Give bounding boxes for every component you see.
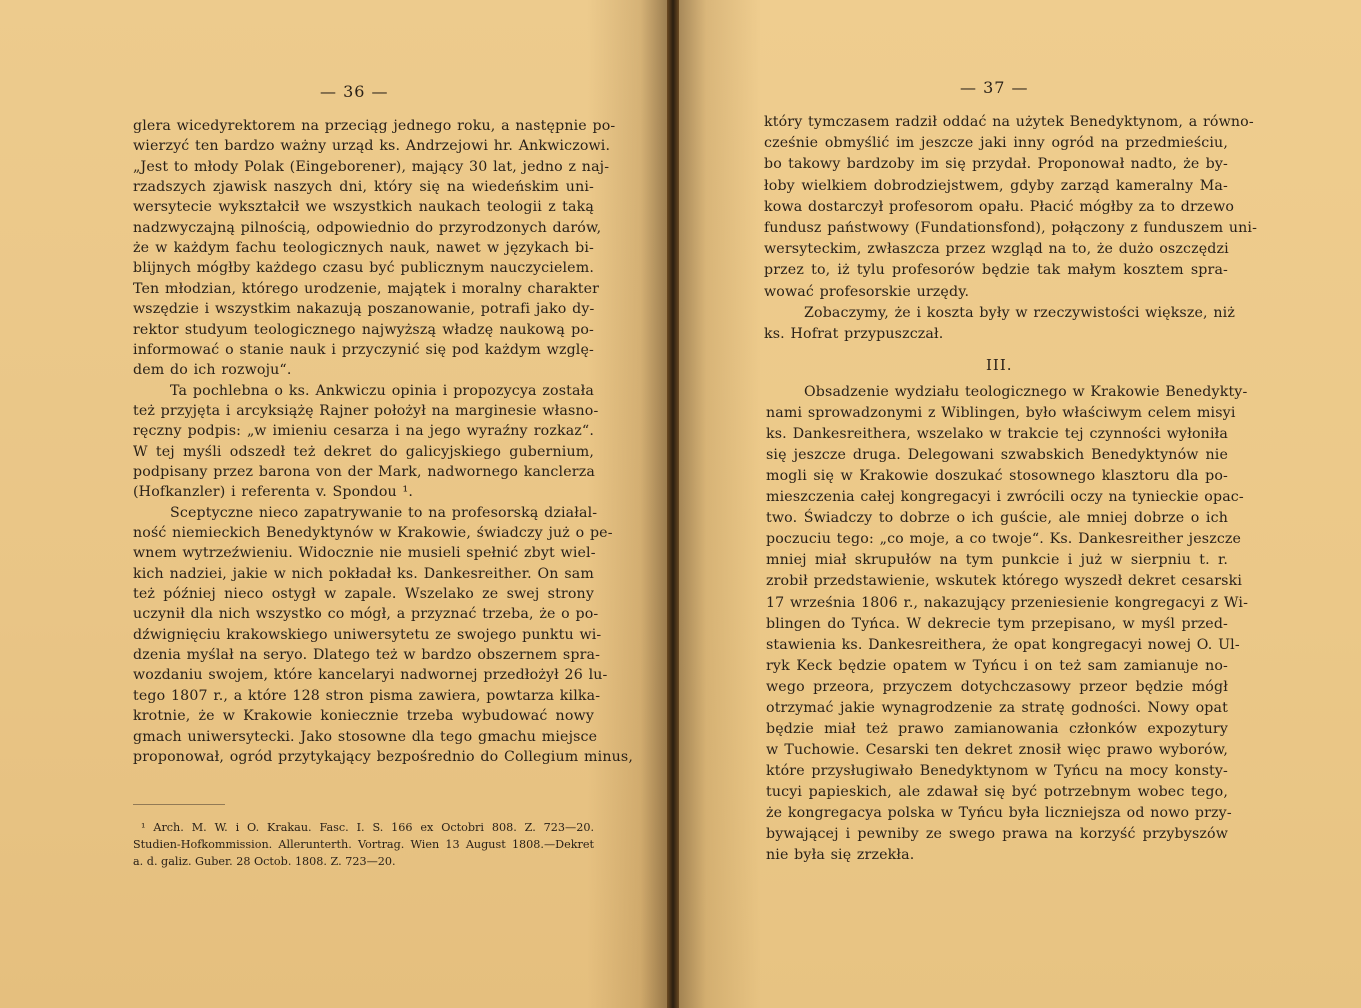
text-line: przez to, iż tylu profesorów będzie tak małym kosztem spra- — [764, 262, 1228, 279]
text-line: two. Świadczy to dobrze o ich guście, ale mniej dobrze o ich — [766, 510, 1228, 527]
text-line: stawienia ks. Dankesreithera, że opat kongregacyi nowej O. Ul- — [766, 636, 1240, 653]
text-line: że kongregacya polska w Tyńcu była liczniejsza od nowo przy- — [766, 805, 1232, 821]
text-line: nadzwyczajną pilnością, odpowiednio do przyrodzonych darów, — [133, 219, 602, 236]
text-line: się jeszcze druga. Delegowani szwabskich Benedyktynów nie — [766, 447, 1228, 464]
text-line: które przysługiwało Benedyktynom w Tyńcu na mocy konsty- — [766, 762, 1228, 779]
text-line: cześnie obmyślić im jeszcze jaki inny ogród na przedmieściu, — [764, 135, 1228, 152]
page-number: — 37 — — [960, 78, 1029, 97]
text-line: krotnie, że w Krakowie koniecznie trzeba wybudować nowy — [133, 708, 594, 725]
text-line: Zobaczymy, że i koszta były w rzeczywistości większe, niż — [804, 304, 1235, 321]
text-line: uczynił dla nich wszystko co mógł, a przyznać trzeba, że o po- — [133, 606, 599, 623]
text-line: W tej myśli odszedł też dekret do galicyjskiego gubernium, — [133, 443, 594, 460]
text-line: Ten młodzian, którego urodzenie, majątek i moralny charakter — [133, 280, 600, 297]
text-line: podpisany przez barona von der Mark, nadwornego kanclerza — [133, 463, 595, 480]
footnote-line: a. d. galiz. Guber. 28 Octob. 1808. Z. 723—20. — [133, 855, 396, 868]
text-line: dem do ich rozwoju“. — [133, 362, 292, 379]
text-line: wnem wytrzeźwieniu. Widocznie nie musieli spełnić zbyt wiel- — [133, 545, 596, 562]
text-line: wersytecie wykształcił we wszystkich naukach teologii z taką — [133, 199, 594, 216]
section-heading: III. — [986, 356, 1013, 374]
text-line: bo takowy bardzoby im się przydał. Proponował nadto, że by- — [764, 156, 1228, 173]
text-line: tucyi papieskich, ale zdawał się być potrzebnym wobec tego, — [766, 783, 1228, 800]
text-line: tego 1807 r., a które 128 stron pisma zawiera, powtarza kilka- — [133, 687, 601, 704]
footnote-rule — [133, 804, 225, 805]
text-line: kich nadziei, jakie w nich pokładał ks. Dankesreither. On sam — [133, 565, 594, 582]
text-line: wszędzie i wszystkim nakazują poszanowanie, potrafi jako dy- — [133, 301, 595, 318]
text-line: wersyteckim, zwłaszcza przez wzgląd na to, że dużo oszczędzi — [764, 241, 1229, 258]
text-line: ks. Dankesreithera, wszelako w trakcie tej czynności wyłoniła — [766, 426, 1228, 443]
text-line: ręczny podpis: „w imieniu cesarza i na jego wyraźny rozkaz“. — [133, 423, 594, 440]
text-line: kowa dostarczył profesorom opału. Płacić mógłby za to drzewo — [764, 198, 1235, 215]
text-line: że w każdym fachu teologicznych nauk, nawet w językach bi- — [133, 240, 594, 257]
text-line: ność niemieckich Benedyktynów w Krakowie, świadczy już o pe- — [133, 525, 613, 541]
text-line: bywającej i pewniby ze swego prawa na korzyść przybyszów — [766, 826, 1228, 843]
text-line: rzadszych zjawisk naszych dni, który się na wiedeńskim uni- — [133, 179, 594, 196]
text-line: 17 września 1806 r., nakazujący przeniesienie kongregacyi z Wi- — [766, 594, 1249, 611]
text-line: blingen do Tyńca. W dekrecie tym przepisano, w myśl przed- — [766, 615, 1228, 632]
text-line: mogli się w Krakowie doszukać stosownego klasztoru dla po- — [766, 468, 1228, 485]
text-line: gmach uniwersytecki. Jako stosowne dla tego gmachu miejsce — [133, 728, 598, 745]
text-line: wego przeora, przyczem dotychczasowy przeor będzie mógł — [766, 678, 1228, 695]
left-page — [0, 0, 667, 1008]
text-line: Ta pochlebna o ks. Ankwiczu opinia i propozycya została — [170, 382, 594, 399]
text-line: wozdaniu swojem, które kancelaryi nadwornej przedłożył 26 lu- — [133, 667, 608, 684]
text-line: otrzymać jakie wynagrodzenie za stratę godności. Nowy opat — [766, 699, 1228, 716]
footnote-line: Studien-Hofkommission. Allerunterth. Vortrag. Wien 13 August 1808.—Dekret — [133, 838, 594, 851]
text-line: fundusz państwowy (Fundationsfond), połączony z funduszem uni- — [764, 220, 1258, 236]
text-line: rektor studyum teologicznego najwyższą władzę naukową po- — [133, 321, 594, 338]
text-line: (Hofkanzler) i referenta v. Spondou ¹. — [133, 484, 413, 501]
text-line: mniej miał skrupułów na tym punkcie i już w sierpniu t. r. — [766, 552, 1228, 569]
text-line: ks. Hofrat przypuszczał. — [764, 326, 944, 342]
book-gutter — [667, 0, 679, 1008]
footnote-line: ¹ Arch. M. W. i O. Krakau. Fasc. I. S. 166 ex Octobri 808. Z. 723—20. — [141, 821, 594, 834]
text-line: łoby wielkiem dobrodziejstwem, gdyby zarząd kameralny Ma- — [764, 177, 1228, 194]
text-line: będzie miał też prawo zamianowania członków expozytury — [766, 720, 1228, 737]
text-line: nami sprowadzonymi z Wiblingen, było właściwym celem misyi — [766, 405, 1236, 422]
text-line: proponował, ogród przytykający bezpośrednio do Collegium minus, — [133, 748, 633, 765]
text-line: dzenia myślał na seryo. Dlatego też w bardzo obszernem spra- — [133, 647, 601, 664]
text-line: blijnych mógłby każdego czasu być publicznym nauczycielem. — [133, 260, 594, 277]
text-line: poczuciu tego: „co moje, a co twoje“. Ks. Dankesreither jeszcze — [766, 531, 1242, 548]
text-line: dźwignięciu krakowskiego uniwersytetu ze swojego punktu wi- — [133, 626, 602, 643]
text-line: też później nieco ostygł w zapale. Wszelako ze swej strony — [133, 586, 594, 603]
text-line: który tymczasem radził oddać na użytek Benedyktynom, a równo- — [764, 114, 1254, 130]
text-line: wować profesorskie urzędy. — [764, 283, 970, 300]
text-line: w Tuchowie. Cesarski ten dekret znosił więc prawo wyborów, — [766, 741, 1228, 758]
text-line: Sceptyczne nieco zapatrywanie to na profesorską działal- — [170, 504, 598, 521]
right-page — [679, 0, 1361, 1008]
text-line: „Jest to młody Polak (Eingeborener), mający 30 lat, jedno z naj- — [133, 158, 610, 175]
text-line: informować o stanie nauk i przyczynić się pod każdym wzglę- — [133, 341, 594, 358]
text-line: nie była się zrzekła. — [766, 847, 915, 864]
text-line: też przyjęta i arcyksiążę Rajner położył na marginesie własno- — [133, 402, 599, 419]
text-line: glera wicedyrektorem na przeciąg jednego roku, a następnie po- — [133, 118, 616, 134]
page-number: — 36 — — [320, 82, 389, 101]
text-line: wierzyć ten bardzo ważny urząd ks. Andrzejowi hr. Ankwiczowi. — [133, 138, 611, 155]
text-line: ryk Keck będzie opatem w Tyńcu i on też sam zamianuje no- — [766, 657, 1228, 674]
text-line: Obsadzenie wydziału teologicznego w Krakowie Benedykty- — [804, 384, 1248, 400]
text-line: mieszczenia całej kongregacyi i zwrócili oczy na tynieckie opac- — [766, 489, 1244, 506]
text-line: zrobił przedstawienie, wskutek którego wyszedł dekret cesarski — [766, 573, 1243, 590]
